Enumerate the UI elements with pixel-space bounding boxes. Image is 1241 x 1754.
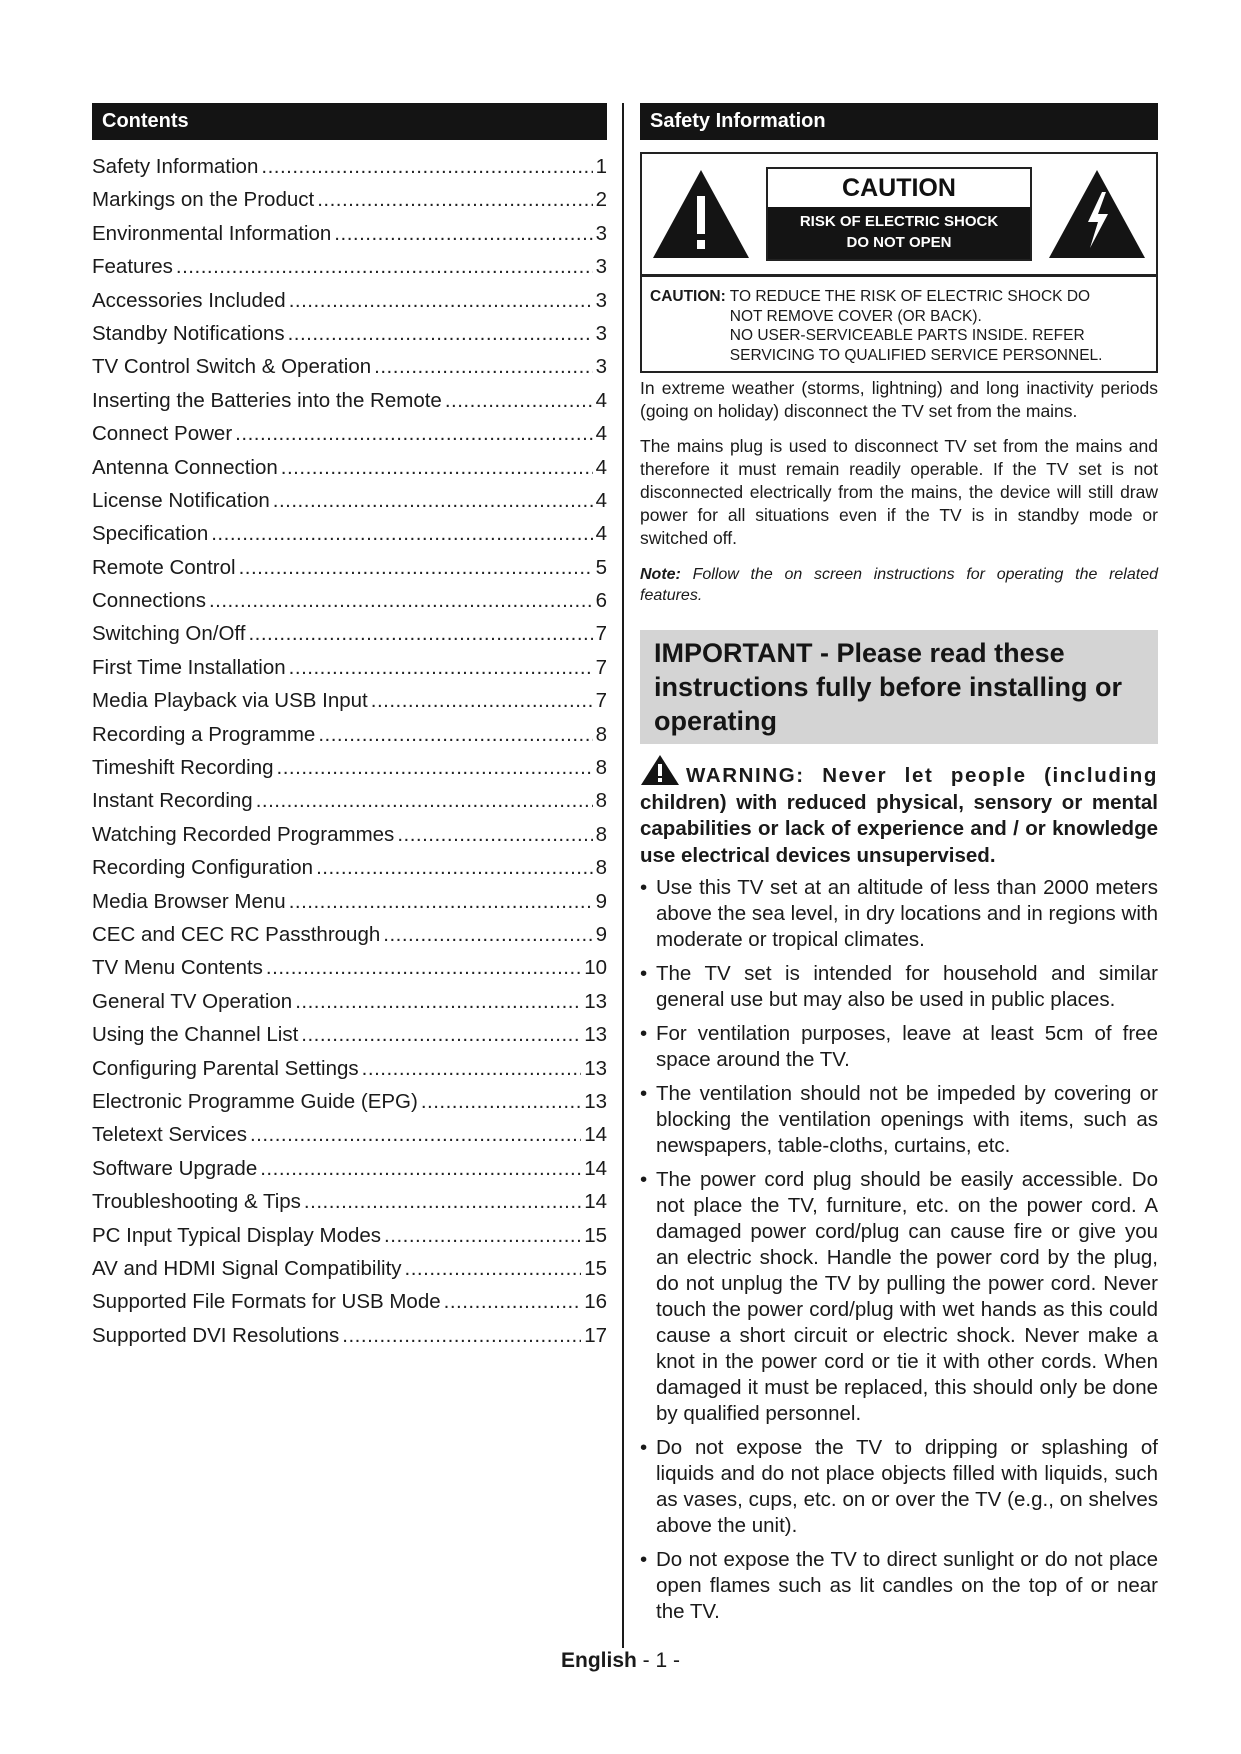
- toc-entry: [92, 818, 607, 851]
- toc-entry-page: 13: [584, 1089, 607, 1113]
- toc-entry-page: 3: [595, 321, 607, 345]
- toc-entry-page: 14: [584, 1156, 607, 1180]
- toc-entry-title: Specification: [92, 522, 209, 546]
- toc-entry-page: 6: [595, 589, 607, 613]
- list-item: • Use this TV set at an altitude of less than 2000 meters above the sea level, in dry locations and in regions with moderate or tropical climates.: [640, 875, 1158, 953]
- toc-entry-title: General TV Operation: [92, 989, 293, 1013]
- toc-entry-title: Connections: [92, 589, 206, 613]
- toc-entry-page: 7: [595, 655, 607, 679]
- toc-leader-dots: [288, 317, 593, 350]
- caution-subtitle: [768, 207, 1030, 259]
- toc-entry: [92, 851, 607, 884]
- toc-entry-page: 7: [595, 689, 607, 713]
- toc-entry: [92, 784, 607, 817]
- toc-entry: [92, 250, 607, 283]
- toc-entry: [92, 484, 607, 517]
- toc-entry-page: 8: [595, 756, 607, 780]
- important-banner: IMPORTANT - Please read these instructions fully before installing or operating: [640, 630, 1158, 744]
- toc-entry-title: Software Upgrade: [92, 1156, 258, 1180]
- toc-entry-title: Configuring Parental Settings: [92, 1056, 359, 1080]
- toc-entry-page: 15: [584, 1256, 607, 1280]
- toc-leader-dots: [397, 818, 592, 851]
- toc-entry: [92, 718, 607, 751]
- caution-text: [642, 277, 1156, 371]
- toc-entry: [92, 417, 607, 450]
- caution-line: NO USER-SERVICEABLE PARTS INSIDE. REFER: [729, 327, 1085, 344]
- toc-entry-page: 8: [595, 789, 607, 813]
- toc-entry-title: Recording Configuration: [92, 856, 314, 880]
- caution-label-box: [766, 167, 1032, 261]
- toc-entry-page: 10: [584, 956, 607, 980]
- toc-entry-title: Teletext Services: [92, 1123, 247, 1147]
- caution-line: SERVICING TO QUALIFIED SERVICE PERSONNEL.: [729, 346, 1103, 364]
- toc-entry-title: Markings on the Product: [92, 188, 315, 212]
- toc-entry-page: 8: [595, 856, 607, 880]
- toc-leader-dots: [295, 985, 581, 1018]
- toc-entry: [92, 317, 607, 350]
- toc-entry: [92, 684, 607, 717]
- toc-entry-title: Accessories Included: [92, 288, 286, 312]
- toc-leader-dots: [211, 517, 592, 550]
- note-text: Follow the on screen instructions for operating the related features.: [640, 566, 1158, 604]
- toc-entry: [92, 1018, 607, 1051]
- toc-entry: [92, 1219, 607, 1252]
- page-footer: [0, 1649, 1241, 1673]
- toc-entry: [92, 1252, 607, 1285]
- safety-header: Safety Information: [640, 103, 1158, 140]
- toc-leader-dots: [421, 1085, 581, 1118]
- list-item: • For ventilation purposes, leave at least 5cm of free space around the TV.: [640, 1021, 1158, 1073]
- toc-entry-page: 1: [595, 155, 607, 178]
- toc-entry-page: 4: [595, 388, 607, 412]
- caution-sub-line-2: DO NOT OPEN: [846, 234, 952, 251]
- toc-entry-title: Media Playback via USB Input: [92, 689, 368, 713]
- toc-entry: [92, 183, 607, 216]
- toc-entry: [92, 1185, 607, 1218]
- caution-box: [640, 152, 1158, 373]
- exclamation-warning-icon: [650, 166, 752, 262]
- toc-entry-page: 13: [584, 1056, 607, 1080]
- toc-leader-dots: [444, 1285, 582, 1318]
- toc-entry-page: 5: [595, 555, 607, 579]
- toc-entry: [92, 985, 607, 1018]
- toc-leader-dots: [176, 250, 593, 283]
- toc-leader-dots: [277, 751, 593, 784]
- toc-leader-dots: [256, 784, 593, 817]
- toc-leader-dots: [384, 1219, 581, 1252]
- footer-page-number: - 1 -: [642, 1649, 681, 1672]
- toc-entry: [92, 350, 607, 383]
- list-item: • The TV set is intended for household and similar general use but may also be used in public places.: [640, 961, 1158, 1013]
- toc-entry-page: 4: [595, 422, 607, 446]
- toc-entry: [92, 1052, 607, 1085]
- toc-entry: [92, 217, 607, 250]
- toc-entry: [92, 651, 607, 684]
- toc-entry-page: 17: [584, 1323, 607, 1347]
- toc-entry: [92, 284, 607, 317]
- toc-entry: [92, 918, 607, 951]
- note-paragraph: [640, 564, 1158, 606]
- toc-entry-title: Media Browser Menu: [92, 889, 286, 913]
- toc-leader-dots: [383, 918, 592, 951]
- caution-top: [642, 154, 1156, 277]
- list-item: • Do not expose the TV to dripping or splashing of liquids and do not place objects filled with liquids, such as vases, cups, etc. on or over the TV (e.g., on shelves above the unit).: [640, 1435, 1158, 1539]
- toc-entry: [92, 384, 607, 417]
- toc-entry: [92, 584, 607, 617]
- toc-leader-dots: [261, 150, 592, 183]
- toc-entry-page: 4: [595, 488, 607, 512]
- toc-entry-page: 7: [595, 622, 607, 646]
- toc-leader-dots: [317, 183, 592, 216]
- toc-entry-page: 3: [595, 255, 607, 279]
- caution-text-lines: [730, 287, 1103, 365]
- toc-leader-dots: [316, 851, 593, 884]
- toc-entry-title: Using the Channel List: [92, 1023, 299, 1047]
- toc-leader-dots: [374, 350, 592, 383]
- toc-entry-page: 8: [595, 722, 607, 746]
- caution-sub-line-1: RISK OF ELECTRIC SHOCK: [799, 213, 999, 230]
- toc-entry-page: 14: [584, 1190, 607, 1214]
- toc-entry-title: PC Input Typical Display Modes: [92, 1223, 382, 1247]
- caution-line: NOT REMOVE COVER (OR BACK).: [729, 307, 982, 325]
- warning-paragraph: [640, 754, 1158, 869]
- toc-entry-title: Inserting the Batteries into the Remote: [92, 388, 442, 412]
- toc-entry-page: 13: [584, 989, 607, 1013]
- toc-entry-title: Supported File Formats for USB Mode: [92, 1290, 441, 1314]
- toc-entry-page: 9: [595, 922, 607, 946]
- toc-entry-title: Watching Recorded Programmes: [92, 822, 395, 846]
- toc-entry-title: First Time Installation: [92, 655, 286, 679]
- caution-title: CAUTION: [768, 169, 1030, 207]
- toc-entry: [92, 751, 607, 784]
- toc-leader-dots: [239, 551, 593, 584]
- toc-leader-dots: [250, 1118, 581, 1151]
- mains-paragraph: The mains plug is used to disconnect TV set from the mains and therefore it must remain readily operable. If the TV set is not disconnected electrically from the mains, the device will still draw power for all situations even if the TV is in standby mode or switched off.: [640, 436, 1158, 548]
- toc-entry-title: Instant Recording: [92, 789, 253, 813]
- weather-paragraph: In extreme weather (storms, lightning) and long inactivity periods (going on holiday) disconnect the TV set from the mains.: [640, 378, 1158, 421]
- toc-entry: [92, 451, 607, 484]
- toc-leader-dots: [342, 1319, 581, 1352]
- toc-entry: [92, 885, 607, 918]
- toc-leader-dots: [318, 718, 592, 751]
- toc-entry-page: 4: [595, 522, 607, 546]
- contents-header: Contents: [92, 103, 607, 140]
- toc-leader-dots: [281, 451, 593, 484]
- toc-entry-title: Antenna Connection: [92, 455, 278, 479]
- toc-entry-page: 16: [584, 1290, 607, 1314]
- toc-entry-title: Environmental Information: [92, 221, 332, 245]
- safety-bullet-list: [640, 875, 1158, 1625]
- toc-entry: [92, 1319, 607, 1352]
- toc-entry-page: 13: [584, 1023, 607, 1047]
- toc-leader-dots: [289, 885, 593, 918]
- toc-entry-page: 3: [595, 288, 607, 312]
- toc-leader-dots: [266, 951, 581, 984]
- toc-entry-title: Remote Control: [92, 555, 236, 579]
- toc-entry: [92, 617, 607, 650]
- caution-line: TO REDUCE THE RISK OF ELECTRIC SHOCK DO: [729, 288, 1091, 305]
- list-item: • Do not expose the TV to direct sunlight or do not place open flames such as lit candles on the top of or near the TV.: [640, 1547, 1158, 1625]
- toc-leader-dots: [260, 1152, 581, 1185]
- toc-entry-title: Supported DVI Resolutions: [92, 1323, 340, 1347]
- toc-leader-dots: [371, 684, 593, 717]
- toc-entry: [92, 1285, 607, 1318]
- safety-column: [640, 103, 1158, 1633]
- toc-entry-title: Recording a Programme: [92, 722, 316, 746]
- toc-leader-dots: [301, 1018, 581, 1051]
- toc-entry-title: TV Control Switch & Operation: [92, 355, 372, 379]
- toc-entry-title: Timeshift Recording: [92, 756, 274, 780]
- toc-entry-title: CEC and CEC RC Passthrough: [92, 922, 381, 946]
- toc-entry-page: 14: [584, 1123, 607, 1147]
- toc-leader-dots: [209, 584, 593, 617]
- toc-entry-title: License Notification: [92, 488, 270, 512]
- toc-entry-page: 3: [595, 221, 607, 245]
- toc-entry-title: AV and HDMI Signal Compatibility: [92, 1256, 402, 1280]
- contents-column: [92, 103, 607, 1352]
- toc-entry-page: 15: [584, 1223, 607, 1247]
- toc-entry-page: 2: [595, 188, 607, 212]
- toc-entry-title: TV Menu Contents: [92, 956, 263, 980]
- toc-leader-dots: [334, 217, 592, 250]
- list-item: • The ventilation should not be impeded by covering or blocking the ventilation openings with items, such as newspapers, table-cloths, curtains, etc.: [640, 1081, 1158, 1159]
- warning-lead: WARNING: Never let people (including: [686, 764, 1158, 787]
- toc-entry: [92, 150, 607, 183]
- toc-entry-title: Standby Notifications: [92, 321, 285, 345]
- toc-entry-title: Connect Power: [92, 422, 233, 446]
- toc-entry-page: 3: [595, 355, 607, 379]
- lightning-warning-icon: [1046, 166, 1148, 262]
- toc-entry: [92, 551, 607, 584]
- toc-leader-dots: [235, 417, 592, 450]
- toc-leader-dots: [445, 384, 593, 417]
- toc-entry-page: 8: [595, 822, 607, 846]
- toc-entry: [92, 1118, 607, 1151]
- warning-icon: [640, 754, 680, 786]
- toc-leader-dots: [405, 1252, 582, 1285]
- toc-leader-dots: [289, 651, 593, 684]
- caution-text-label: CAUTION:: [650, 288, 726, 305]
- list-item: • The power cord plug should be easily accessible. Do not place the TV, furniture, etc. on the power cord. A damaged power cord/plug can cause fire or give you an electric shock. Handle the power cord by the plug, do not unplug the TV by pulling the power cord. Never touch the power cord/plug with wet hands as this could cause a short circuit or electric shock. Never make a knot in the power cord or tie it with other cords. When damaged it must be replaced, this should only be done by qualified personnel.: [640, 1167, 1158, 1427]
- column-divider: [622, 103, 624, 1648]
- contents-list: [92, 150, 607, 1352]
- toc-entry: [92, 951, 607, 984]
- toc-entry: [92, 1085, 607, 1118]
- toc-entry-title: Troubleshooting & Tips: [92, 1190, 301, 1214]
- toc-entry-title: Electronic Programme Guide (EPG): [92, 1089, 418, 1113]
- toc-leader-dots: [248, 617, 592, 650]
- toc-entry-page: 9: [595, 889, 607, 913]
- toc-entry: [92, 1152, 607, 1185]
- toc-leader-dots: [289, 284, 593, 317]
- toc-leader-dots: [362, 1052, 582, 1085]
- note-label: Note:: [640, 566, 681, 583]
- toc-entry: [92, 517, 607, 550]
- warning-rest: children) with reduced physical, sensory or mental capabilities or lack of experience and / or knowledge use electrical devices unsupervised.: [640, 790, 1158, 867]
- footer-language: English: [560, 1649, 637, 1672]
- toc-leader-dots: [273, 484, 593, 517]
- toc-leader-dots: [304, 1185, 581, 1218]
- toc-entry-title: Safety Information: [92, 155, 259, 178]
- toc-entry-title: Switching On/Off: [92, 622, 246, 646]
- toc-entry-title: Features: [92, 255, 173, 279]
- toc-entry-page: 4: [595, 455, 607, 479]
